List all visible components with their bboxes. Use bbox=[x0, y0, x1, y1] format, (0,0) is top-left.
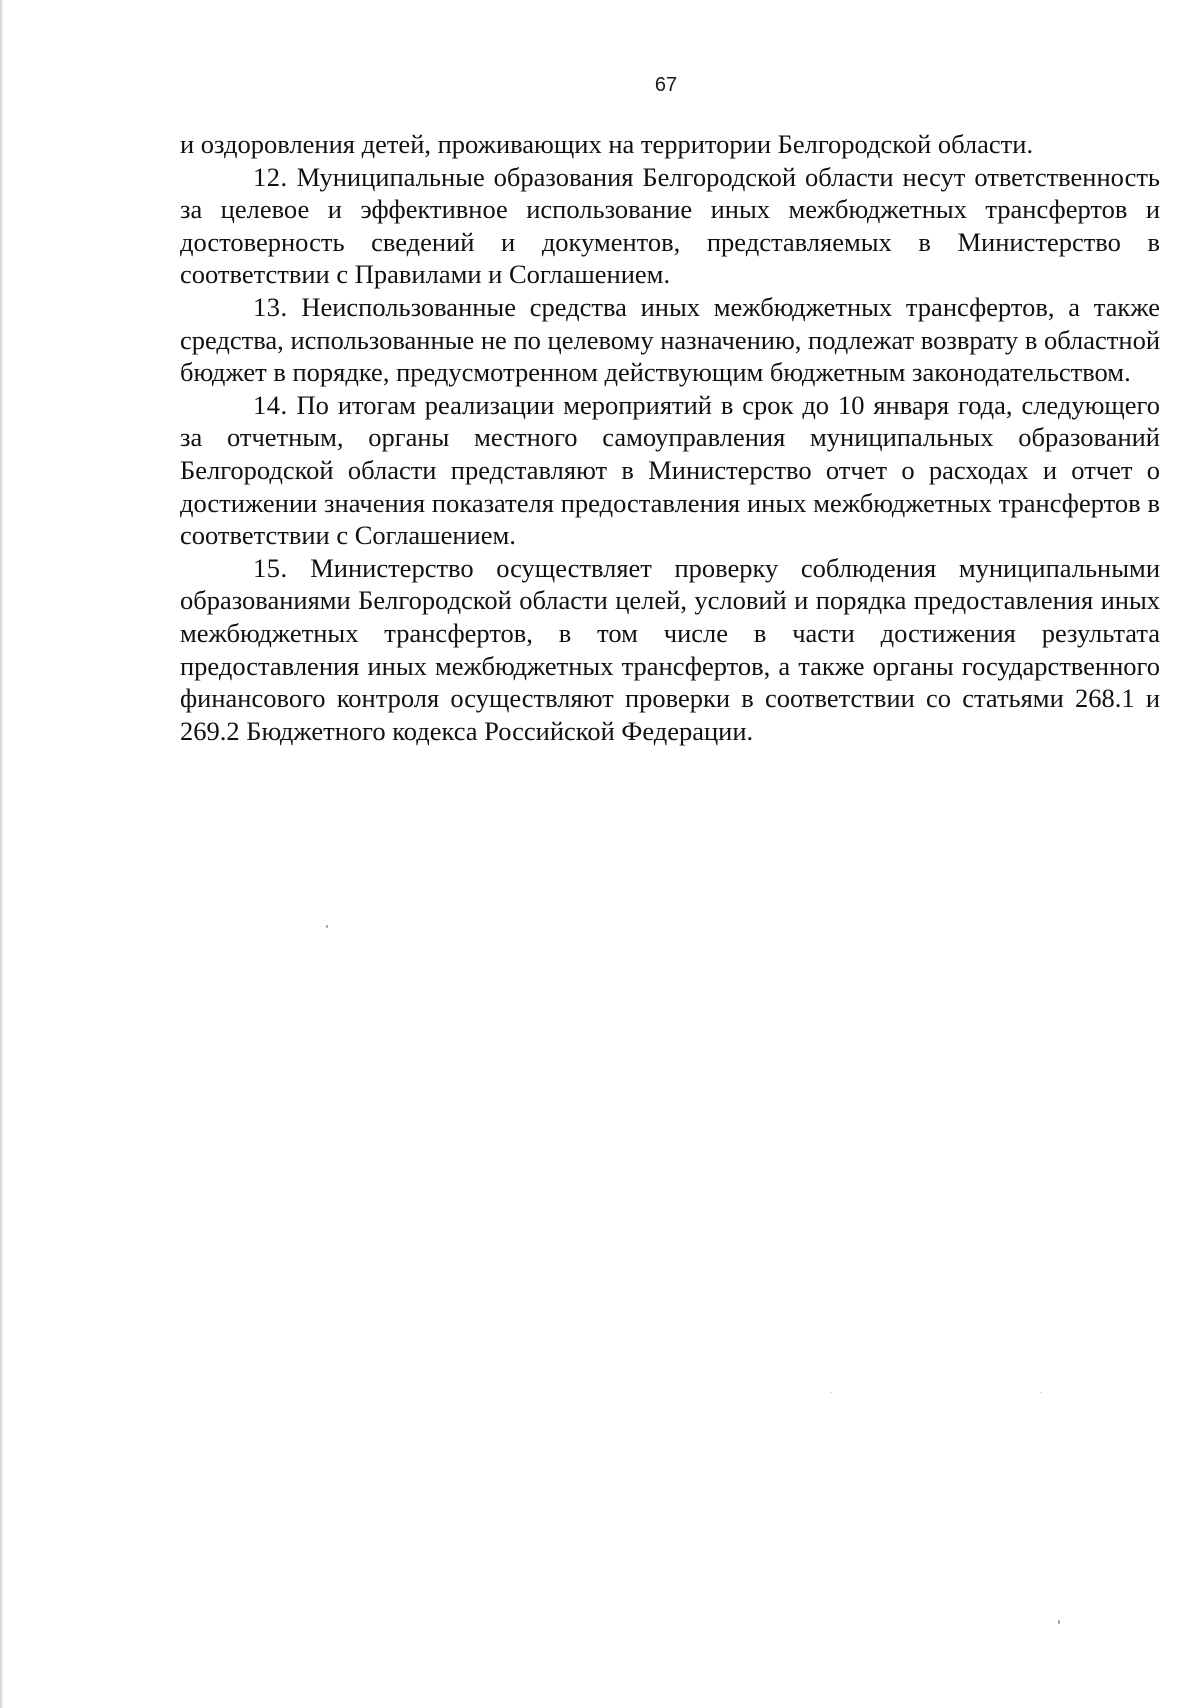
paragraph-text: Муниципальные образования Белгородской области несут ответственность за целевое и эффективное использование иных межбюджетных трансфертов и достоверность сведений и документов, представляемых в Министерство в соответствии с Правилами и Соглашением. bbox=[180, 161, 1160, 290]
paragraph-text: Министерство осуществляет проверку соблюдения муниципальными образованиями Белгородской области целей, условий и порядка предоставления иных межбюджетных трансфертов, в том числе в части достижения результата предоставления иных межбюджетных трансфертов, а также органы государственного финансового контроля осуществляют проверки в соответствии со статьями 268.1 и 269.2 Бюджетного кодекса Российской Федерации. bbox=[180, 552, 1160, 746]
paragraph-number: 13. bbox=[253, 291, 288, 322]
paragraph-text: Неиспользованные средства иных межбюджетных трансфертов, а также средства, использованные не по целевому назначению, подлежат возврату в областной бюджет в порядке, предусмотренном действующим бюджетным законодательством. bbox=[180, 291, 1160, 388]
paragraph-number: 15. bbox=[253, 552, 288, 583]
paragraph-12 bbox=[180, 161, 1160, 291]
document-body bbox=[180, 128, 1160, 747]
paragraph-13 bbox=[180, 291, 1160, 389]
paragraph-number: 14. bbox=[253, 389, 288, 420]
scan-edge-shadow bbox=[0, 0, 3, 1708]
paragraph-text: и оздоровления детей, проживающих на территории Белгородской области. bbox=[180, 129, 1034, 159]
scan-speck bbox=[1058, 1620, 1060, 1624]
scan-speck bbox=[326, 925, 328, 928]
paragraph-text: По итогам реализации мероприятий в срок до 10 января года, следующего за отчетным, органы местного самоуправления муниципальных образований Белгородской области представляют в Министерство отчет о расходах и отчет о достижении значения показателя предоставления иных межбюджетных трансфертов в соответствии с Соглашением. bbox=[180, 389, 1161, 551]
paragraph-continuation bbox=[180, 128, 1160, 161]
paragraph-15 bbox=[180, 552, 1160, 748]
paragraph-14 bbox=[180, 389, 1160, 552]
scan-speck bbox=[830, 1392, 832, 1393]
paragraph-number: 12. bbox=[253, 161, 288, 192]
scan-speck bbox=[1040, 1392, 1042, 1393]
page-number: 67 bbox=[654, 74, 678, 96]
